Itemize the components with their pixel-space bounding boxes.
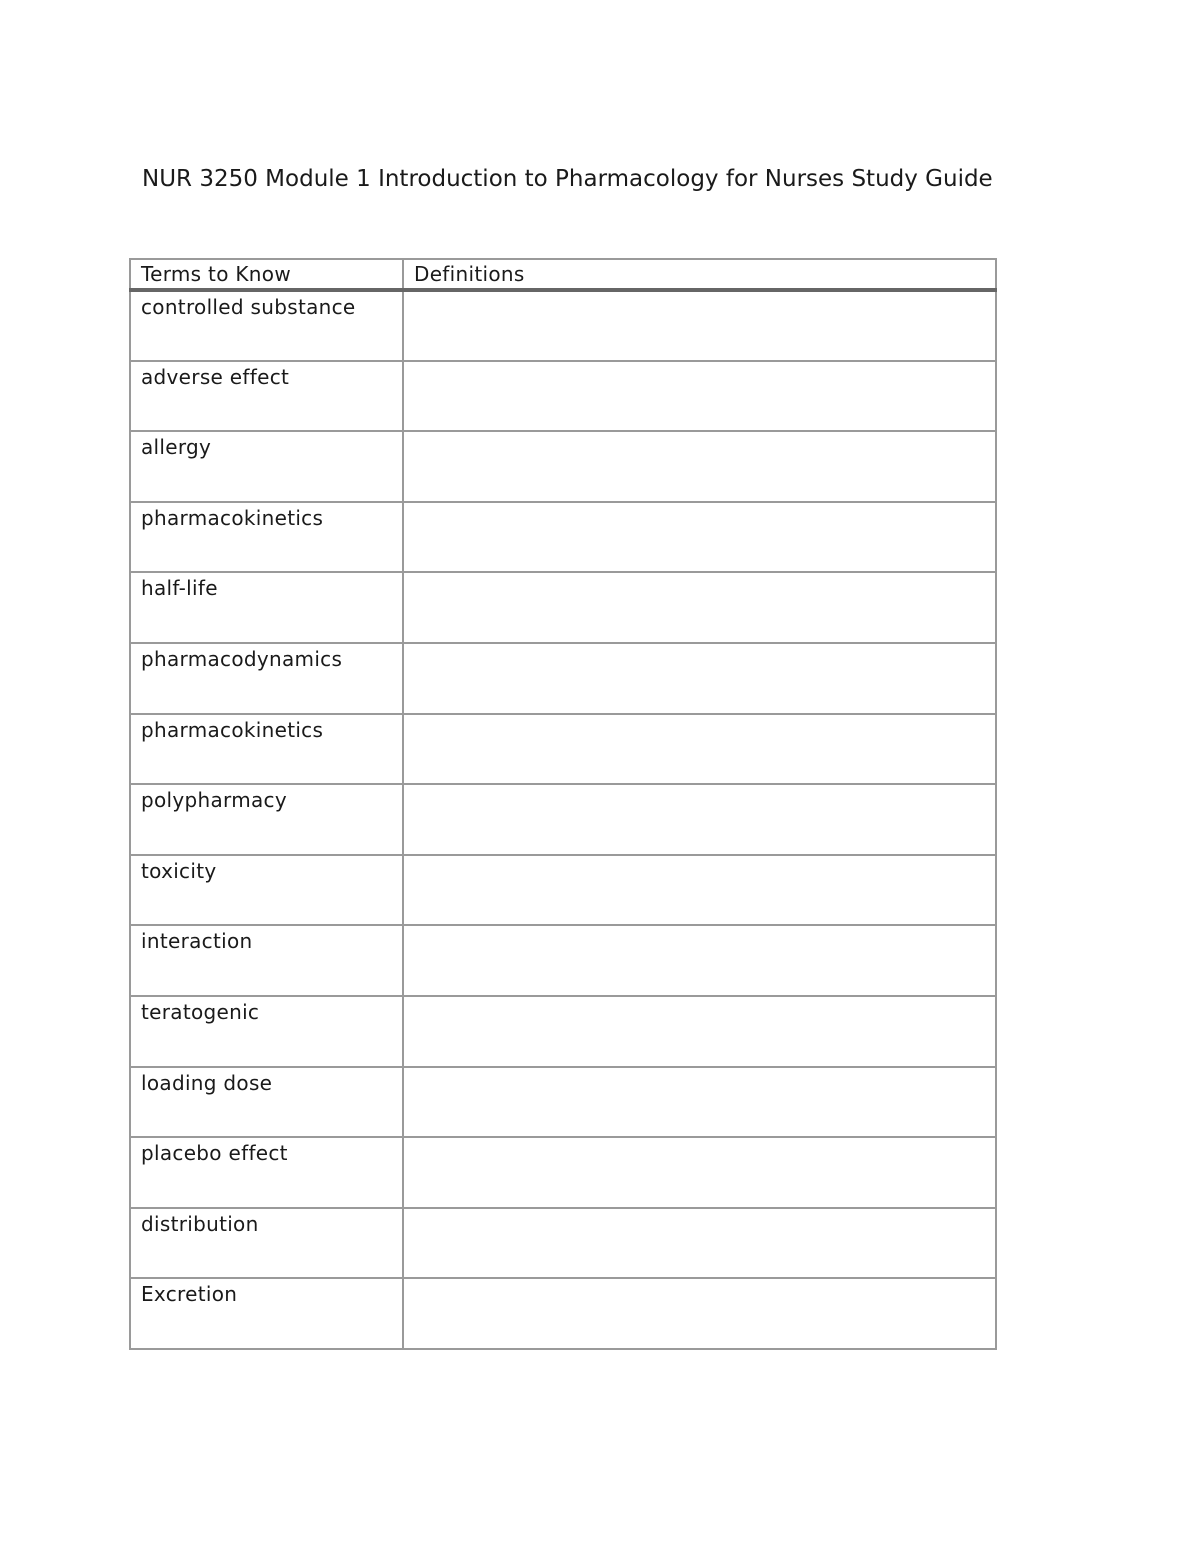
table-row	[130, 502, 996, 573]
term-cell: toxicity	[130, 855, 403, 926]
definition-cell[interactable]	[403, 855, 996, 926]
table-row	[130, 1067, 996, 1138]
definition-cell[interactable]	[403, 361, 996, 432]
table-row	[130, 996, 996, 1067]
table-row	[130, 290, 996, 361]
table-row	[130, 572, 996, 643]
term-cell: pharmacodynamics	[130, 643, 403, 714]
table-header-row	[130, 259, 996, 290]
definition-cell[interactable]	[403, 784, 996, 855]
term-cell: distribution	[130, 1208, 403, 1279]
term-cell: polypharmacy	[130, 784, 403, 855]
definition-cell[interactable]	[403, 1208, 996, 1279]
definition-cell[interactable]	[403, 1067, 996, 1138]
table-row	[130, 855, 996, 926]
table-row	[130, 431, 996, 502]
definition-cell[interactable]	[403, 431, 996, 502]
term-cell: Excretion	[130, 1278, 403, 1349]
definition-cell[interactable]	[403, 1137, 996, 1208]
table-row	[130, 361, 996, 432]
definition-cell[interactable]	[403, 714, 996, 785]
definition-cell[interactable]	[403, 996, 996, 1067]
table-row	[130, 1278, 996, 1349]
table-row	[130, 925, 996, 996]
definition-cell[interactable]	[403, 643, 996, 714]
definition-cell[interactable]	[403, 572, 996, 643]
term-cell: half-life	[130, 572, 403, 643]
definition-cell[interactable]	[403, 502, 996, 573]
term-cell: allergy	[130, 431, 403, 502]
definition-cell[interactable]	[403, 290, 996, 361]
table-row	[130, 1208, 996, 1279]
document-title: NUR 3250 Module 1 Introduction to Pharmacology for Nurses Study Guide	[142, 166, 993, 192]
table-row	[130, 714, 996, 785]
header-terms: Terms to Know	[130, 259, 403, 290]
term-cell: interaction	[130, 925, 403, 996]
table-row	[130, 643, 996, 714]
terms-table	[129, 258, 997, 1350]
term-cell: adverse effect	[130, 361, 403, 432]
table-row	[130, 1137, 996, 1208]
header-definitions: Definitions	[403, 259, 996, 290]
table-row	[130, 784, 996, 855]
definition-cell[interactable]	[403, 925, 996, 996]
definition-cell[interactable]	[403, 1278, 996, 1349]
term-cell: placebo effect	[130, 1137, 403, 1208]
term-cell: loading dose	[130, 1067, 403, 1138]
term-cell: controlled substance	[130, 290, 403, 361]
term-cell: pharmacokinetics	[130, 502, 403, 573]
term-cell: teratogenic	[130, 996, 403, 1067]
term-cell: pharmacokinetics	[130, 714, 403, 785]
